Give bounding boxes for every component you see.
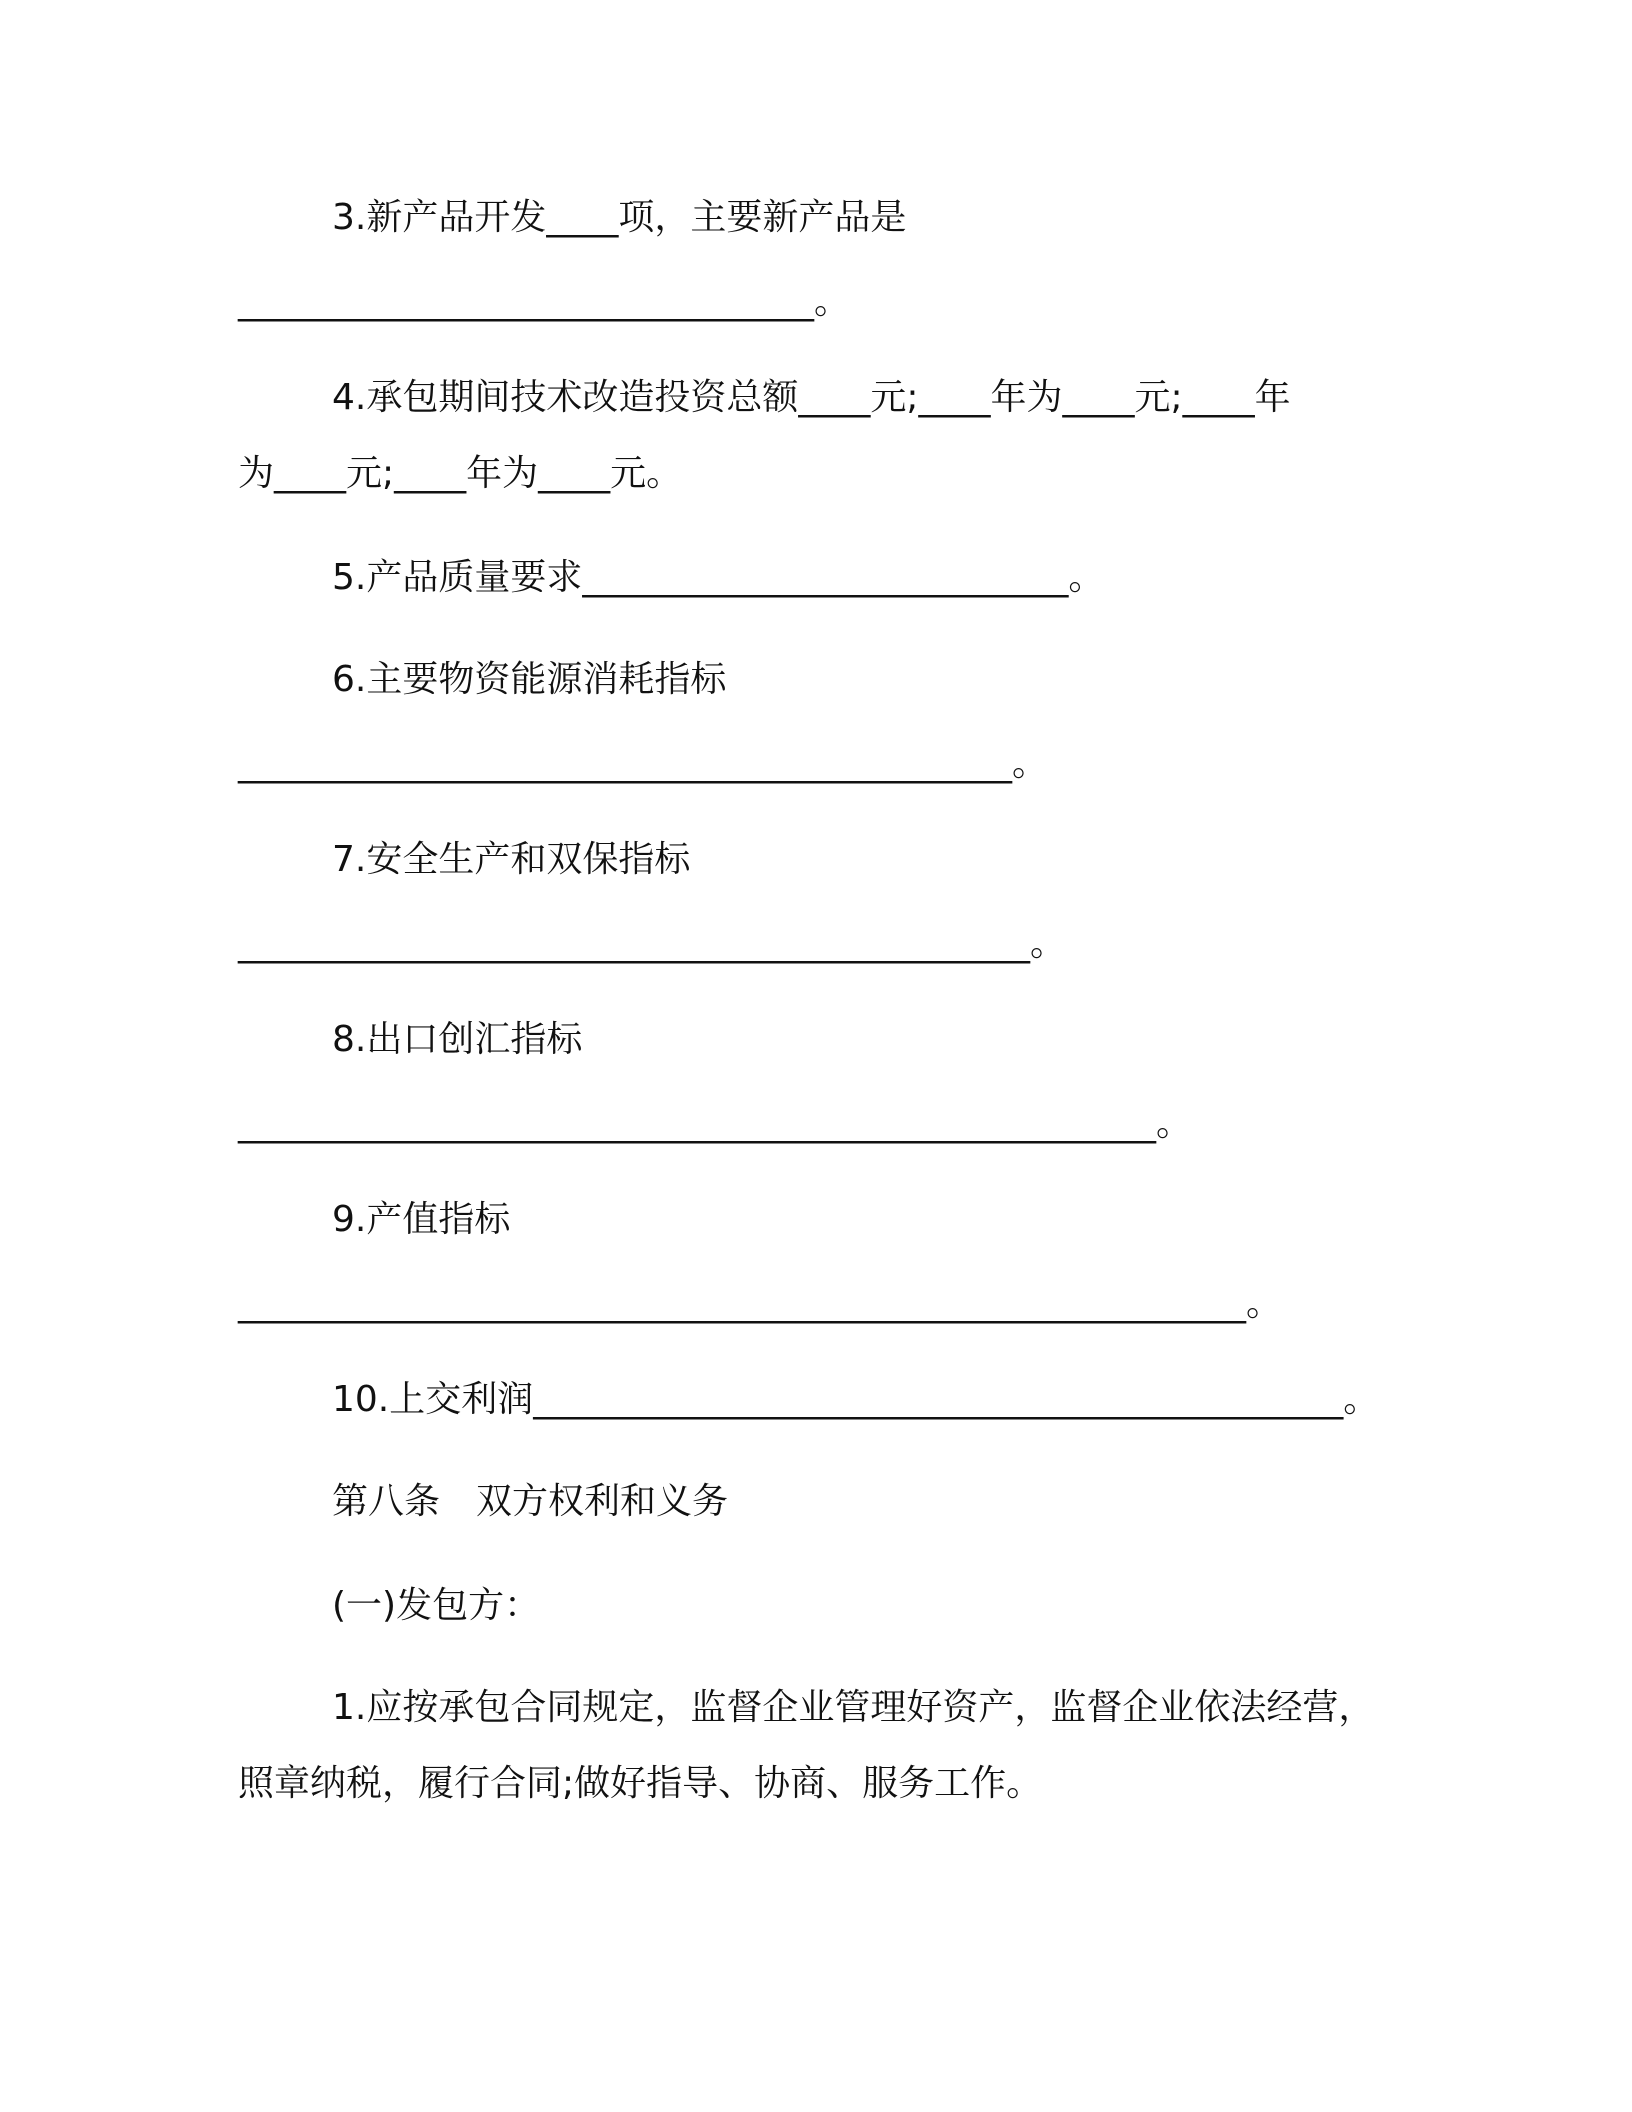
- item-7-blank-line: ____________________________________________。: [238, 923, 1066, 964]
- article-8-heading: 第八条 双方权利和义务: [332, 1481, 729, 1522]
- item-10-profit: 10.上交利润_____________________________________________。: [332, 1379, 1380, 1420]
- contractor-item-1-continuation: 照章纳税，履行合同;做好指导、协商、服务工作。: [238, 1763, 1043, 1804]
- item-8-export: 8.出口创汇指标: [332, 1019, 583, 1060]
- item-8-blank-line: ___________________________________________________。: [238, 1103, 1192, 1144]
- item-3-blank-line: ________________________________。: [238, 281, 850, 322]
- item-4-continuation: 为____元;____年为____元。: [238, 453, 683, 494]
- item-6-blank-line: ___________________________________________。: [238, 743, 1048, 784]
- item-9-blank-line: ________________________________________________________。: [238, 1283, 1282, 1324]
- item-5-quality: 5.产品质量要求___________________________。: [332, 557, 1105, 598]
- item-7-safety: 7.安全生产和双保指标: [332, 839, 691, 880]
- section-contractor-heading: (一)发包方：: [332, 1585, 541, 1626]
- item-3-new-products: 3.新产品开发____项，主要新产品是: [332, 197, 907, 238]
- contractor-item-1: 1.应按承包合同规定，监督企业管理好资产，监督企业依法经营，: [332, 1687, 1375, 1728]
- item-6-energy-consumption: 6.主要物资能源消耗指标: [332, 659, 727, 700]
- item-9-output-value: 9.产值指标: [332, 1199, 511, 1240]
- item-4-tech-investment: 4.承包期间技术改造投资总额____元;____年为____元;____年: [332, 377, 1291, 418]
